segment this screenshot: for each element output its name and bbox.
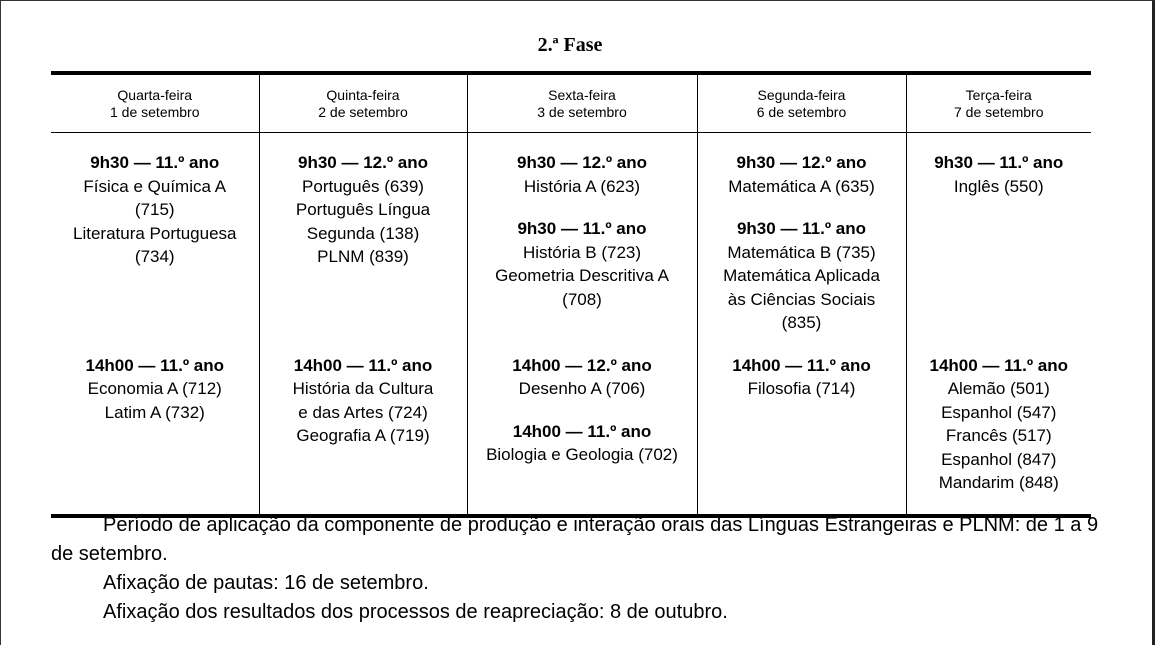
afternoon-cell [259,354,467,516]
exam-subject: (708) [562,289,602,309]
exam-subject: Geometria Descritiva A [495,266,669,285]
exam-time: 9h30 — 12.º ano [517,153,647,172]
exam-subject: Desenho A (706) [518,379,646,398]
exam-schedule-table [51,71,1091,518]
exam-time: 9h30 — 11.º ano [90,153,220,172]
exam-time: 14h00 — 11.º ano [512,421,652,441]
column-header [906,73,1091,133]
exam-slot [907,151,1092,198]
exam-slot [468,420,697,467]
phase-title: 2.ª Fase [537,34,603,56]
column-header [467,73,697,133]
column-header [259,73,467,133]
exam-slot [468,217,697,311]
morning-cell [697,133,906,354]
exam-subject: Espanhol (847) [941,449,1057,469]
morning-cell [259,133,467,354]
column-date: 2 de setembro [318,103,408,120]
exam-slot [260,151,467,269]
column-date: 6 de setembro [756,103,847,120]
exam-slot [907,354,1092,495]
exam-time: 9h30 — 11.º ano [736,219,867,238]
exam-time: 9h30 — 12.º ano [298,153,428,172]
exam-subject: Matemática B (735) [727,242,876,262]
exam-subject: (835) [781,313,822,332]
afternoon-cell [697,354,906,516]
exam-slot [51,354,259,425]
column-day: Quarta-feira [117,86,193,103]
exam-subject: História B (723) [522,242,642,262]
exam-subject: Matemática Aplicada [723,266,880,285]
exam-subject: Mandarim (848) [938,473,1059,492]
header-row [51,73,1091,133]
morning-cell [51,133,259,354]
note-paragraph: Afixação dos resultados dos processos de reapreciação: 8 de outubro. [103,601,728,623]
column-day: Quinta-feira [326,86,400,103]
exam-subject: Latim A (732) [104,402,205,422]
exam-subject: (715) [134,200,175,219]
exam-subject: e das Artes (724) [298,402,428,422]
exam-subject: (734) [134,247,175,266]
exam-time: 9h30 — 11.º ano [517,219,647,238]
exam-time: 9h30 — 12.º ano [736,153,867,172]
exam-slot [698,217,906,335]
column-header [51,73,259,133]
exam-subject: Economia A (712) [87,379,222,398]
column-date: 7 de setembro [954,103,1044,120]
exam-subject: História A (623) [523,176,641,196]
notes-block [51,511,1101,627]
exam-subject: Literatura Portuguesa [73,223,237,243]
exam-time: 9h30 — 11.º ano [934,153,1064,172]
column-header [697,73,906,133]
afternoon-cell [467,354,697,516]
exam-subject: História da Cultura [292,379,434,398]
column-day: Segunda-feira [757,86,846,103]
afternoon-row [51,354,1091,516]
exam-subject: Espanhol (547) [941,402,1057,422]
exam-subject: Filosofia (714) [747,379,856,398]
exam-time: 14h00 — 11.º ano [929,355,1068,375]
exam-subject: Português (639) [302,176,424,196]
exam-subject: Geografia A (719) [296,426,430,445]
morning-cell [467,133,697,354]
exam-subject: Português Língua [295,200,431,219]
afternoon-cell [906,354,1091,516]
column-day: Sexta-feira [548,86,616,103]
exam-subject: Biologia e Geologia (702) [486,445,678,464]
afternoon-cell [51,354,259,516]
exam-slot [698,354,906,401]
exam-slot [260,354,467,448]
morning-cell [906,133,1091,354]
exam-subject: Alemão (501) [947,379,1050,398]
note-paragraph: Período de aplicação da componente de produção e interação orais das Línguas Estrangeiras e PLNM: de 1 a 9 de setembro. [51,514,1099,565]
exam-time: 14h00 — 12.º ano [512,355,652,375]
exam-subject: PLNM (839) [317,247,409,266]
note-paragraph: Afixação de pautas: 16 de setembro. [103,572,429,594]
exam-subject: Inglês (550) [953,176,1044,196]
exam-slot [51,151,259,269]
column-date: 1 de setembro [110,103,200,120]
exam-subject: às Ciências Sociais [727,289,876,309]
exam-time: 14h00 — 11.º ano [85,355,224,375]
exam-time: 14h00 — 11.º ano [732,355,871,375]
exam-slot [468,354,697,401]
exam-slot [698,151,906,198]
exam-subject: Segunda (138) [306,223,420,243]
exam-slot [468,151,697,198]
exam-subject: Matemática A (635) [728,176,875,196]
column-day: Terça-feira [965,86,1032,103]
column-date: 3 de setembro [537,103,627,120]
morning-row [51,133,1091,354]
exam-subject: Francês (517) [945,426,1052,445]
exam-subject: Física e Química A [83,176,227,196]
exam-time: 14h00 — 11.º ano [293,355,433,375]
